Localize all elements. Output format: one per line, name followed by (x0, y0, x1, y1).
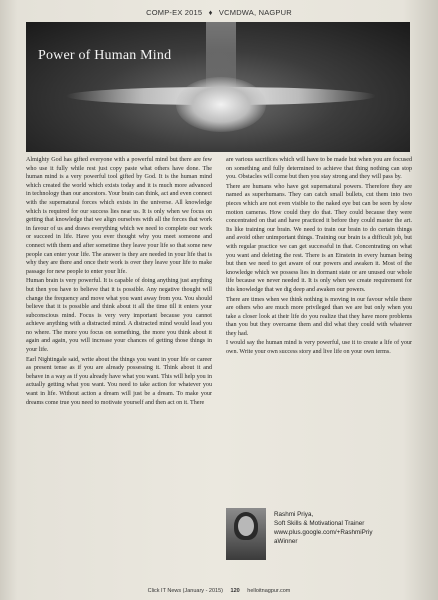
paragraph: There are humans who have got supernatural powers. Therefore they are named as superhumans. They can catch small bullets, cut them into two pieces which are not even visible to the naked eye but can be seen by slow motion cameras. How could they do that. They could because they were concentrated on that and have practiced it before they could master the art. Its like training our brain. We need to train our brain to do certain things and avoid other unimportant things. Training our brain is a difficult job, but with regular practice we can get successful in that. Concentrating on what you want and deleting the rest. There is an Einstein in every human being but then we need to get aware of our powers and awaken it. Most of the knowledge which we possess lies in dormant state or are unused our whole life because we never needed it. It is only when we create requirement for this knowledge that we dig deep and awaken our powers. (226, 183, 412, 293)
paragraph: Human brain is very powerful. It is capable of doing anything just anything but then you have to believe that it is possible. Any negative thought will change the frequency and move what you want away from you. You should believe that it is possible and think about it all the time till it enters your subconscious mind. Focus is very very important because you cannot achieve anything with a distracted mind. A distracted mind would lead you no where. The more you focus on something, the more you think about it again and again, you will increase your chances of getting those things in your life. (26, 278, 212, 354)
author-photo (226, 508, 266, 560)
author-photo-face (238, 516, 254, 536)
paragraph: Almighty God has gifted everyone with a powerful mind but there are few who use it fully while rest just copy paste what others have done. The human mind is a very powerful tool gifted by God. It is the human mind which created the world which exists today and it is much more advanced in technology than our ancestors. Your brain can think, act and even connect with the supernatural forces which exists in the universe. All knowledge which is required for our success lies near us. It is only when we focus on getting that knowledge that we align ourselves with all the forces that work in favour of us and draws everything which we need to complete our work or succeed in life. Have you ever thought why you meet someone and connect with them and after sometime they leave your life so that some new people can enter your life. The answer is they are needed in your life that is why they are there and once their work is over they leave your life to make passage for new people to enter your life. (26, 157, 212, 275)
header-separator: ♦ (208, 8, 213, 17)
article-title: Power of Human Mind (38, 48, 172, 63)
author-box (226, 508, 412, 568)
hero-banner-image (26, 22, 410, 152)
page-header (0, 8, 438, 20)
header-org: VCMDWA, NAGPUR (218, 8, 292, 17)
right-column (226, 156, 412, 358)
left-column (26, 156, 212, 408)
hero-figure-glow (176, 77, 266, 132)
paragraph: There are times when we think nothing is moving in our favour while there are others who are much more privileged than we are but only when you take a closer look at their life do you realize that they have more problems than you but they overcame them and did what they could with whatever they had. (226, 296, 412, 337)
header-issue: COMP-EX 2015 (146, 8, 203, 17)
page-number: 120 (230, 588, 240, 594)
author-title: Soft Skills & Motivational Trainer (274, 520, 365, 527)
author-info (274, 510, 373, 546)
author-link[interactable]: www.plus.google.com/+RashmiPriy (274, 529, 373, 536)
footer-website: helloitnagpur.com (247, 588, 291, 594)
page-footer (0, 588, 438, 594)
author-name: Rashmi Priya, (274, 511, 314, 518)
author-link-suffix: aWinner (274, 538, 298, 545)
paragraph: I would say the human mind is very powerful, use it to create a life of your own. Write your own success story and live life on your own terms. (226, 340, 412, 356)
footer-publication: Click IT News (January - 2015) (147, 588, 224, 594)
paragraph: Earl Nightingale said, write about the things you want in your life or career as present tense as if you are already possessing it. Think about it and behave in a way as if you already have what you want. This will help you in actually getting what you want. You need to take action for whatever you want in life. Without action a dream will just be a dream. To make your dreams come true you need to motivate yourself and then act on it. There (26, 356, 212, 406)
paragraph: are various sacrifices which will have to be made but when you are focused on something and fully determined to achieve that thing nothing can stop you. Obstacles will come but then you stay strong and they will pass by. (226, 157, 412, 181)
